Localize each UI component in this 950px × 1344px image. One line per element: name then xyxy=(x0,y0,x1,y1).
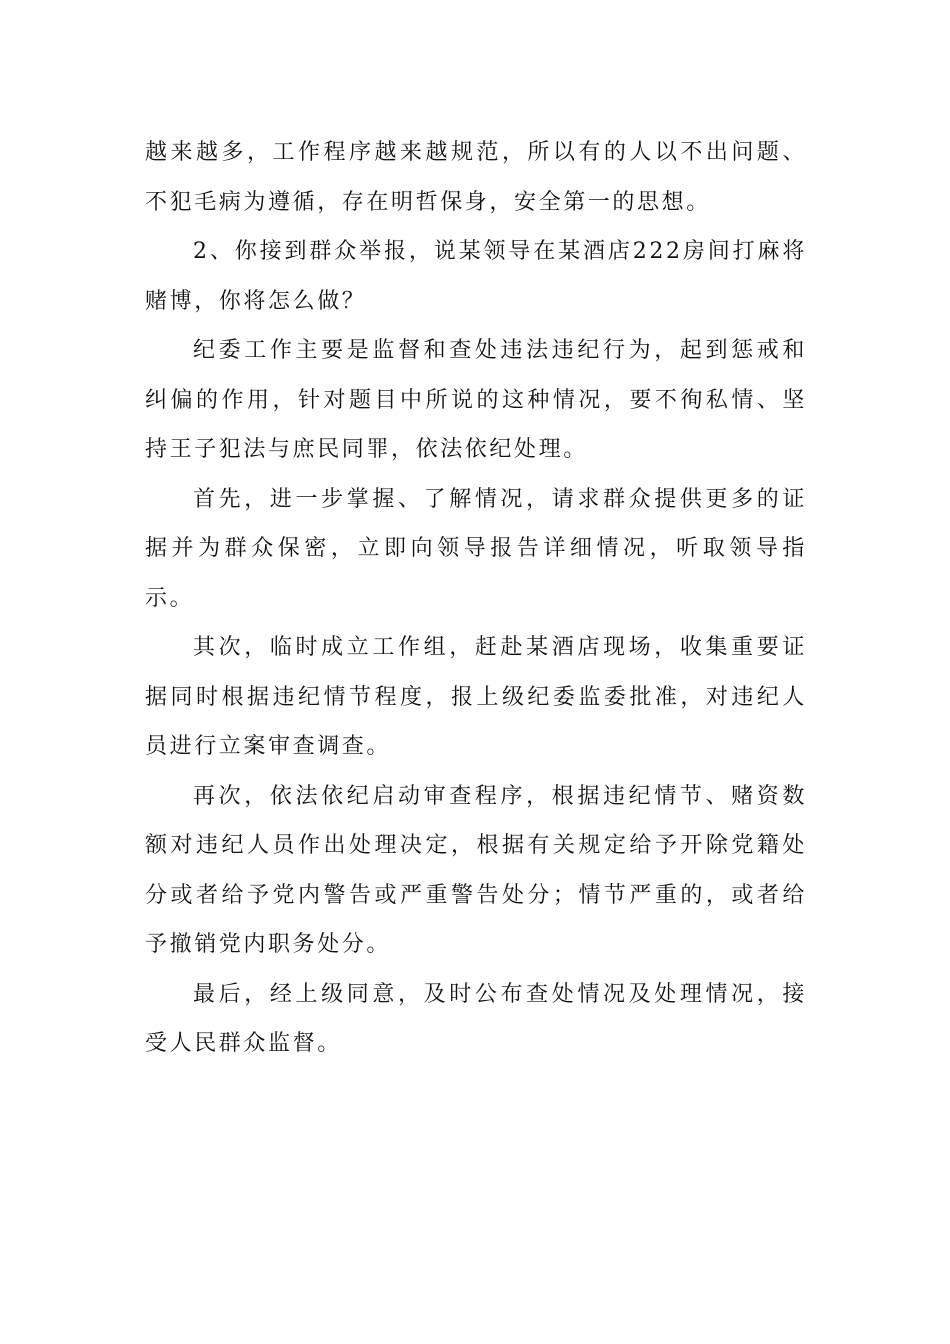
paragraph-step-second: 其次，临时成立工作组，赶赴某酒店现场，收集重要证据同时根据违纪情节程度，报上级纪委监委批准，对违纪人员进行立案审查调查。 xyxy=(145,635,807,759)
paragraph-step-first: 首先，进一步掌握、了解情况，请求群众提供更多的证据并为群众保密，立即向领导报告详细情况，听取领导指示。 xyxy=(145,486,807,611)
paragraph-continuation: 越来越多，工作程序越来越规范，所以有的人以不出问题、不犯毛病为遵循，存在明哲保身，安全第一的思想。 xyxy=(145,140,807,215)
paragraph-step-third: 再次，依法依纪启动审查程序，根据违纪情节、赌资数额对违纪人员作出处理决定，根据有关规定给予开除党籍处分或者给予党内警告或严重警告处分；情节严重的，或者给予撤销党内职务处分。 xyxy=(145,783,807,957)
paragraph-answer-intro: 纪委工作主要是监督和查处违法违纪行为，起到惩戒和纠偏的作用，针对题目中所说的这种情况，要不徇私情、坚持王子犯法与庶民同罪，依法依纪处理。 xyxy=(145,338,807,462)
paragraph-question-2: 2、你接到群众举报，说某领导在某酒店222房间打麻将赌博，你将怎么做？ xyxy=(145,239,807,314)
document-body xyxy=(145,128,807,1069)
paragraph-step-last: 最后，经上级同意，及时公布查处情况及处理情况，接受人民群众监督。 xyxy=(145,981,807,1056)
